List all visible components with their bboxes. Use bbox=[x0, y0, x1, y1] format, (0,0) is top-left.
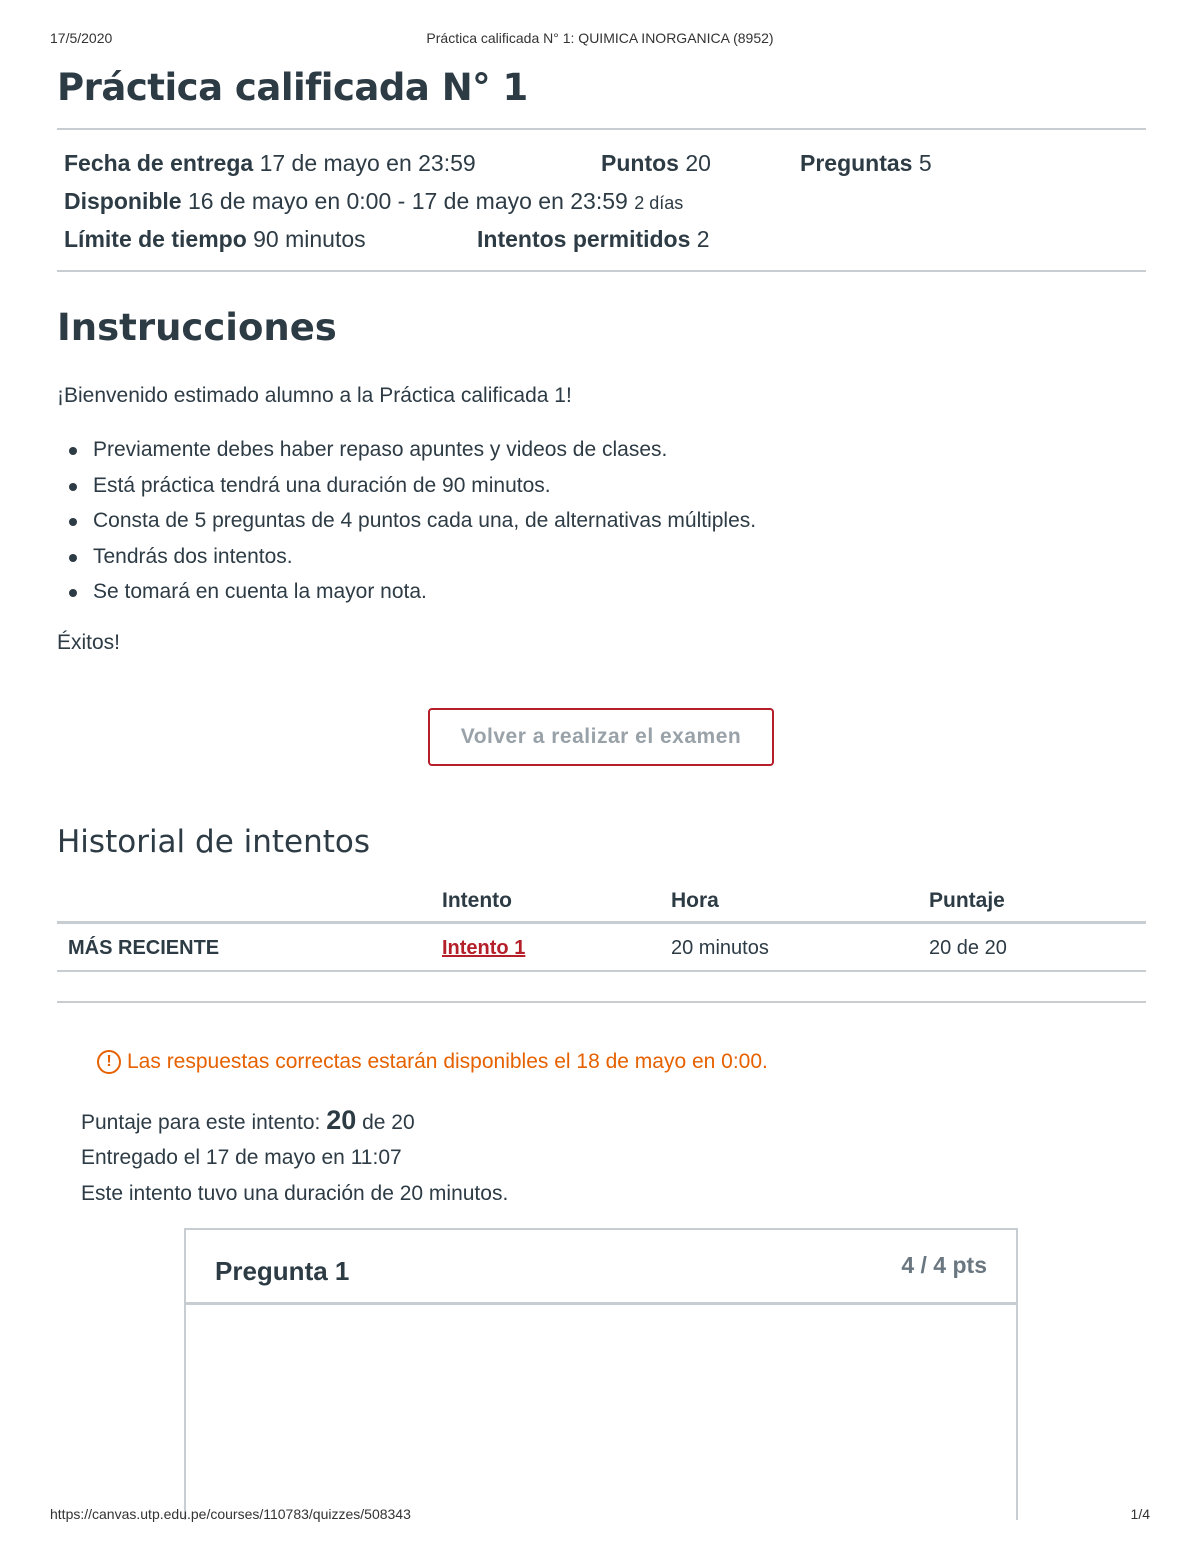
bullet-icon bbox=[69, 554, 77, 562]
questions-label: Preguntas bbox=[800, 150, 913, 176]
divider bbox=[57, 270, 1146, 272]
list-item bbox=[69, 543, 756, 579]
divider bbox=[57, 128, 1146, 130]
points-value: 20 bbox=[685, 150, 711, 176]
answers-notice bbox=[97, 1050, 768, 1074]
table-header bbox=[57, 885, 1146, 924]
row-label: MÁS RECIENTE bbox=[68, 937, 220, 959]
quiz-meta-row-2 bbox=[64, 188, 683, 215]
list-item bbox=[69, 436, 756, 472]
quiz-meta-points bbox=[601, 150, 711, 177]
quiz-meta-questions bbox=[800, 150, 932, 177]
attempt-history-table bbox=[57, 885, 1146, 972]
due-label: Fecha de entrega bbox=[64, 150, 254, 176]
available-days: 2 días bbox=[634, 193, 684, 213]
instructions-list bbox=[69, 436, 756, 614]
divider bbox=[57, 1001, 1146, 1003]
instruction-text: Previamente debes haber repaso apuntes y videos de clases. bbox=[93, 438, 668, 461]
due-value: 17 de mayo en 23:59 bbox=[259, 150, 476, 176]
bullet-icon bbox=[69, 518, 77, 526]
print-footer bbox=[50, 1506, 1150, 1524]
attempts-value: 2 bbox=[696, 226, 710, 252]
questions-value: 5 bbox=[918, 150, 932, 176]
attempt-link[interactable]: Intento 1 bbox=[442, 937, 526, 959]
retake-quiz-button[interactable]: Volver a realizar el examen bbox=[428, 708, 774, 766]
column-header-score: Puntaje bbox=[929, 889, 1005, 912]
attempt-score: 20 de 20 bbox=[929, 937, 1007, 959]
warning-icon: ! bbox=[97, 1050, 121, 1074]
bullet-icon bbox=[69, 483, 77, 491]
bullet-icon bbox=[69, 589, 77, 597]
question-card bbox=[184, 1228, 1018, 1520]
column-header-time: Hora bbox=[671, 889, 719, 912]
welcome-text: ¡Bienvenido estimado alumno a la Práctica calificada 1! bbox=[57, 384, 572, 407]
attempt-score-line bbox=[81, 1105, 415, 1136]
history-heading: Historial de intentos bbox=[57, 824, 371, 860]
attempts-label: Intentos permitidos bbox=[477, 226, 691, 252]
question-title: Pregunta 1 bbox=[215, 1256, 350, 1286]
instruction-text: Tendrás dos intentos. bbox=[93, 544, 293, 568]
list-item bbox=[69, 472, 756, 508]
points-label: Puntos bbox=[601, 150, 679, 176]
list-item bbox=[69, 507, 756, 543]
question-points: 4 / 4 pts bbox=[901, 1252, 987, 1278]
print-title: Práctica calificada N° 1: QUIMICA INORGANICA (8952) bbox=[426, 30, 774, 46]
column-header-attempt: Intento bbox=[442, 889, 512, 912]
available-label: Disponible bbox=[64, 188, 182, 214]
page-number: 1/4 bbox=[1130, 1506, 1150, 1522]
attempt-time: 20 minutos bbox=[671, 937, 769, 959]
score-prefix: Puntaje para este intento: bbox=[81, 1111, 321, 1134]
print-url: https://canvas.utp.edu.pe/courses/110783/quizzes/508343 bbox=[50, 1506, 411, 1522]
available-value: 16 de mayo en 0:00 - 17 de mayo en 23:59 bbox=[187, 188, 628, 214]
page-title: Práctica calificada N° 1 bbox=[57, 66, 528, 109]
instruction-text: Consta de 5 preguntas de 4 puntos cada una, de alternativas múltiples. bbox=[93, 509, 757, 532]
closing-text: Éxitos! bbox=[57, 631, 121, 654]
instruction-text: Se tomará en cuenta la mayor nota. bbox=[93, 580, 427, 603]
time-limit-value: 90 minutos bbox=[253, 226, 366, 252]
print-date: 17/5/2020 bbox=[50, 30, 113, 46]
duration-text: Este intento tuvo una duración de 20 minutos. bbox=[81, 1182, 509, 1205]
quiz-meta-attempts bbox=[477, 226, 710, 253]
time-limit-label: Límite de tiempo bbox=[64, 226, 247, 252]
score-value: 20 bbox=[326, 1105, 357, 1135]
submitted-text: Entregado el 17 de mayo en 11:07 bbox=[81, 1146, 402, 1169]
print-header bbox=[50, 30, 1150, 48]
bullet-icon bbox=[69, 447, 77, 455]
quiz-meta-row-1 bbox=[64, 150, 476, 177]
quiz-meta-row-3 bbox=[64, 226, 366, 253]
table-row bbox=[57, 924, 1146, 972]
score-suffix: de 20 bbox=[362, 1111, 415, 1134]
instructions-heading: Instrucciones bbox=[57, 306, 337, 349]
question-header bbox=[186, 1230, 1016, 1305]
instruction-text: Está práctica tendrá una duración de 90 minutos. bbox=[93, 473, 551, 497]
list-item bbox=[69, 578, 756, 614]
notice-text: Las respuestas correctas estarán disponibles el 18 de mayo en 0:00. bbox=[127, 1050, 768, 1073]
